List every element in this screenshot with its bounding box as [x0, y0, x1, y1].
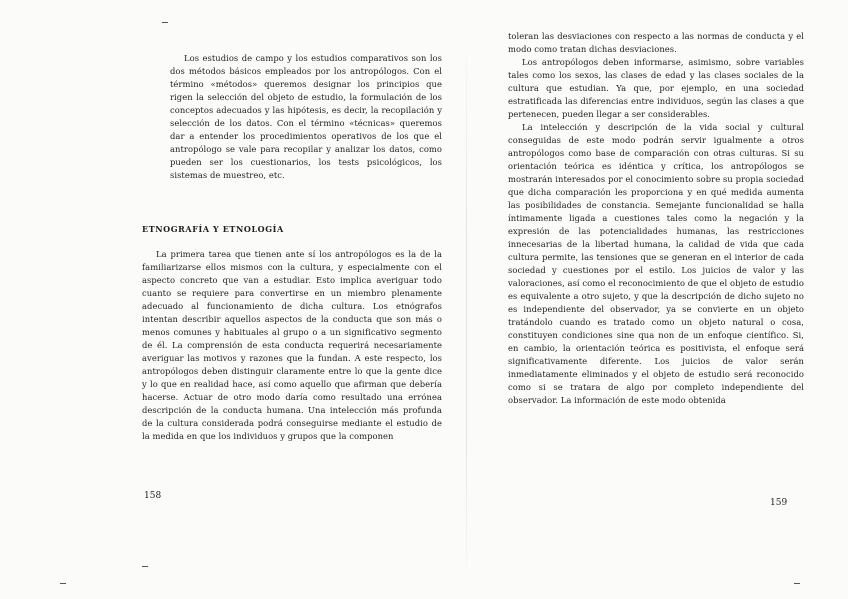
intro-text-block: [170, 52, 442, 182]
right-text-block: [508, 30, 804, 407]
main-paragraph: La primera tarea que tienen ante sí los antropólogos es la de la familiarizarse ellos mismos con la cultura, y especialmente con el aspecto concreto que van a estudiar. Esto implica averiguar todo cuanto se requiere para convertirse en un miembro plenamente adecuado al funcionamiento de dicha cultura. Los etnógrafos intentan describir aquellos aspectos de la conducta que son más o menos comunes y habituales al grupo o a un significativo segmento de él. La comprensión de esta conducta requerirá necesariamente averiguar las motivos y razones que la fundan. A este respecto, los antropólogos deben distinguir claramente entre lo que la gente dice y lo que en realidad hace, así como aquello que afirman que debería hacerse. Actuar de otro modo daría como resultado una errónea descripción de la conducta humana. Una intelección más profunda de la cultura considerada podrá conseguirse mediante el estudio de la medida en que los individuos y grupos que la componen: [142, 249, 442, 441]
page-number-right: 159: [770, 498, 788, 508]
main-text-block: [142, 248, 442, 443]
continued-paragraph: toleran las desviaciones con respecto a las normas de conducta y el modo como tratan dichas desviaciones.: [508, 31, 804, 54]
right-page: [467, 0, 848, 599]
intro-paragraph: Los estudios de campo y los estudios comparativos son los dos métodos básicos empleados por los antropólogos. Con el término «métodos» queremos designar los principios que rigen la selección del objeto de estudio, la formulación de los conceptos adecuados y las hipótesis, es decir, la recopilación y selección de los datos. Con el término «técnicas» queremos dar a entender los procedimientos operativos de los que el antropólogo se vale para recopilar y analizar los datos, como pueden ser los cuestionarios, los tests psicológicos, los sistemas de muestreo, etc.: [170, 53, 442, 180]
paragraph-comparison: La intelección y descripción de la vida social y cultural conseguidas de este modo podrán servir igualmente a otros antropólogos como base de comparación con otras culturas. Si su orientación teórica es idéntica y crítica, los antropólogos se mostrarán interesados por el conocimiento sobre su propia sociedad que dicha comparación les proporciona y en qué medida aumenta las posibilidades de constancia. Semejante funcionalidad se halla íntimamente ligada a cuestiones tales como la negación y la expresión de las potencialidades humanas, las restricciones innecesarias de la libertad humana, la calidad de vida que cada cultura permite, las tensiones que se generan en el interior de cada sociedad y cuestiones por el estilo. Los juicios de valor y las valoraciones, así como el reconocimiento de que el objeto de estudio es equivalente a otro sujeto, y que la descripción de dicho sujeto no es independiente del observador, ya se convierte en un objeto tratándolo cuando es tratado como un objeto natural o cosa, constituyen condiciones sine qua non de un enfoque científico. Si, en cambio, la orientación teórica es positivista, el enfoque será significativamente diferente. Los juicios de valor serán inmediatamente eliminados y el objeto de estudio será reconocido como si se tratara de algo por completo independiente del observador. La información de este modo obtenida: [508, 122, 804, 405]
paragraph-variables: Los antropólogos deben informarse, asimismo, sobre variables tales como los sexos, las clases de edad y las clases sociales de la cultura que estudian. Ya que, por ejemplo, en una sociedad estratificada las diferencias entre individuos, según las clases a que pertenecen, pueden llegar a ser considerables.: [508, 57, 804, 119]
page-number-left: 158: [144, 491, 162, 501]
section-heading: ETNOGRAFÍA Y ETNOLOGÍA: [142, 224, 284, 234]
